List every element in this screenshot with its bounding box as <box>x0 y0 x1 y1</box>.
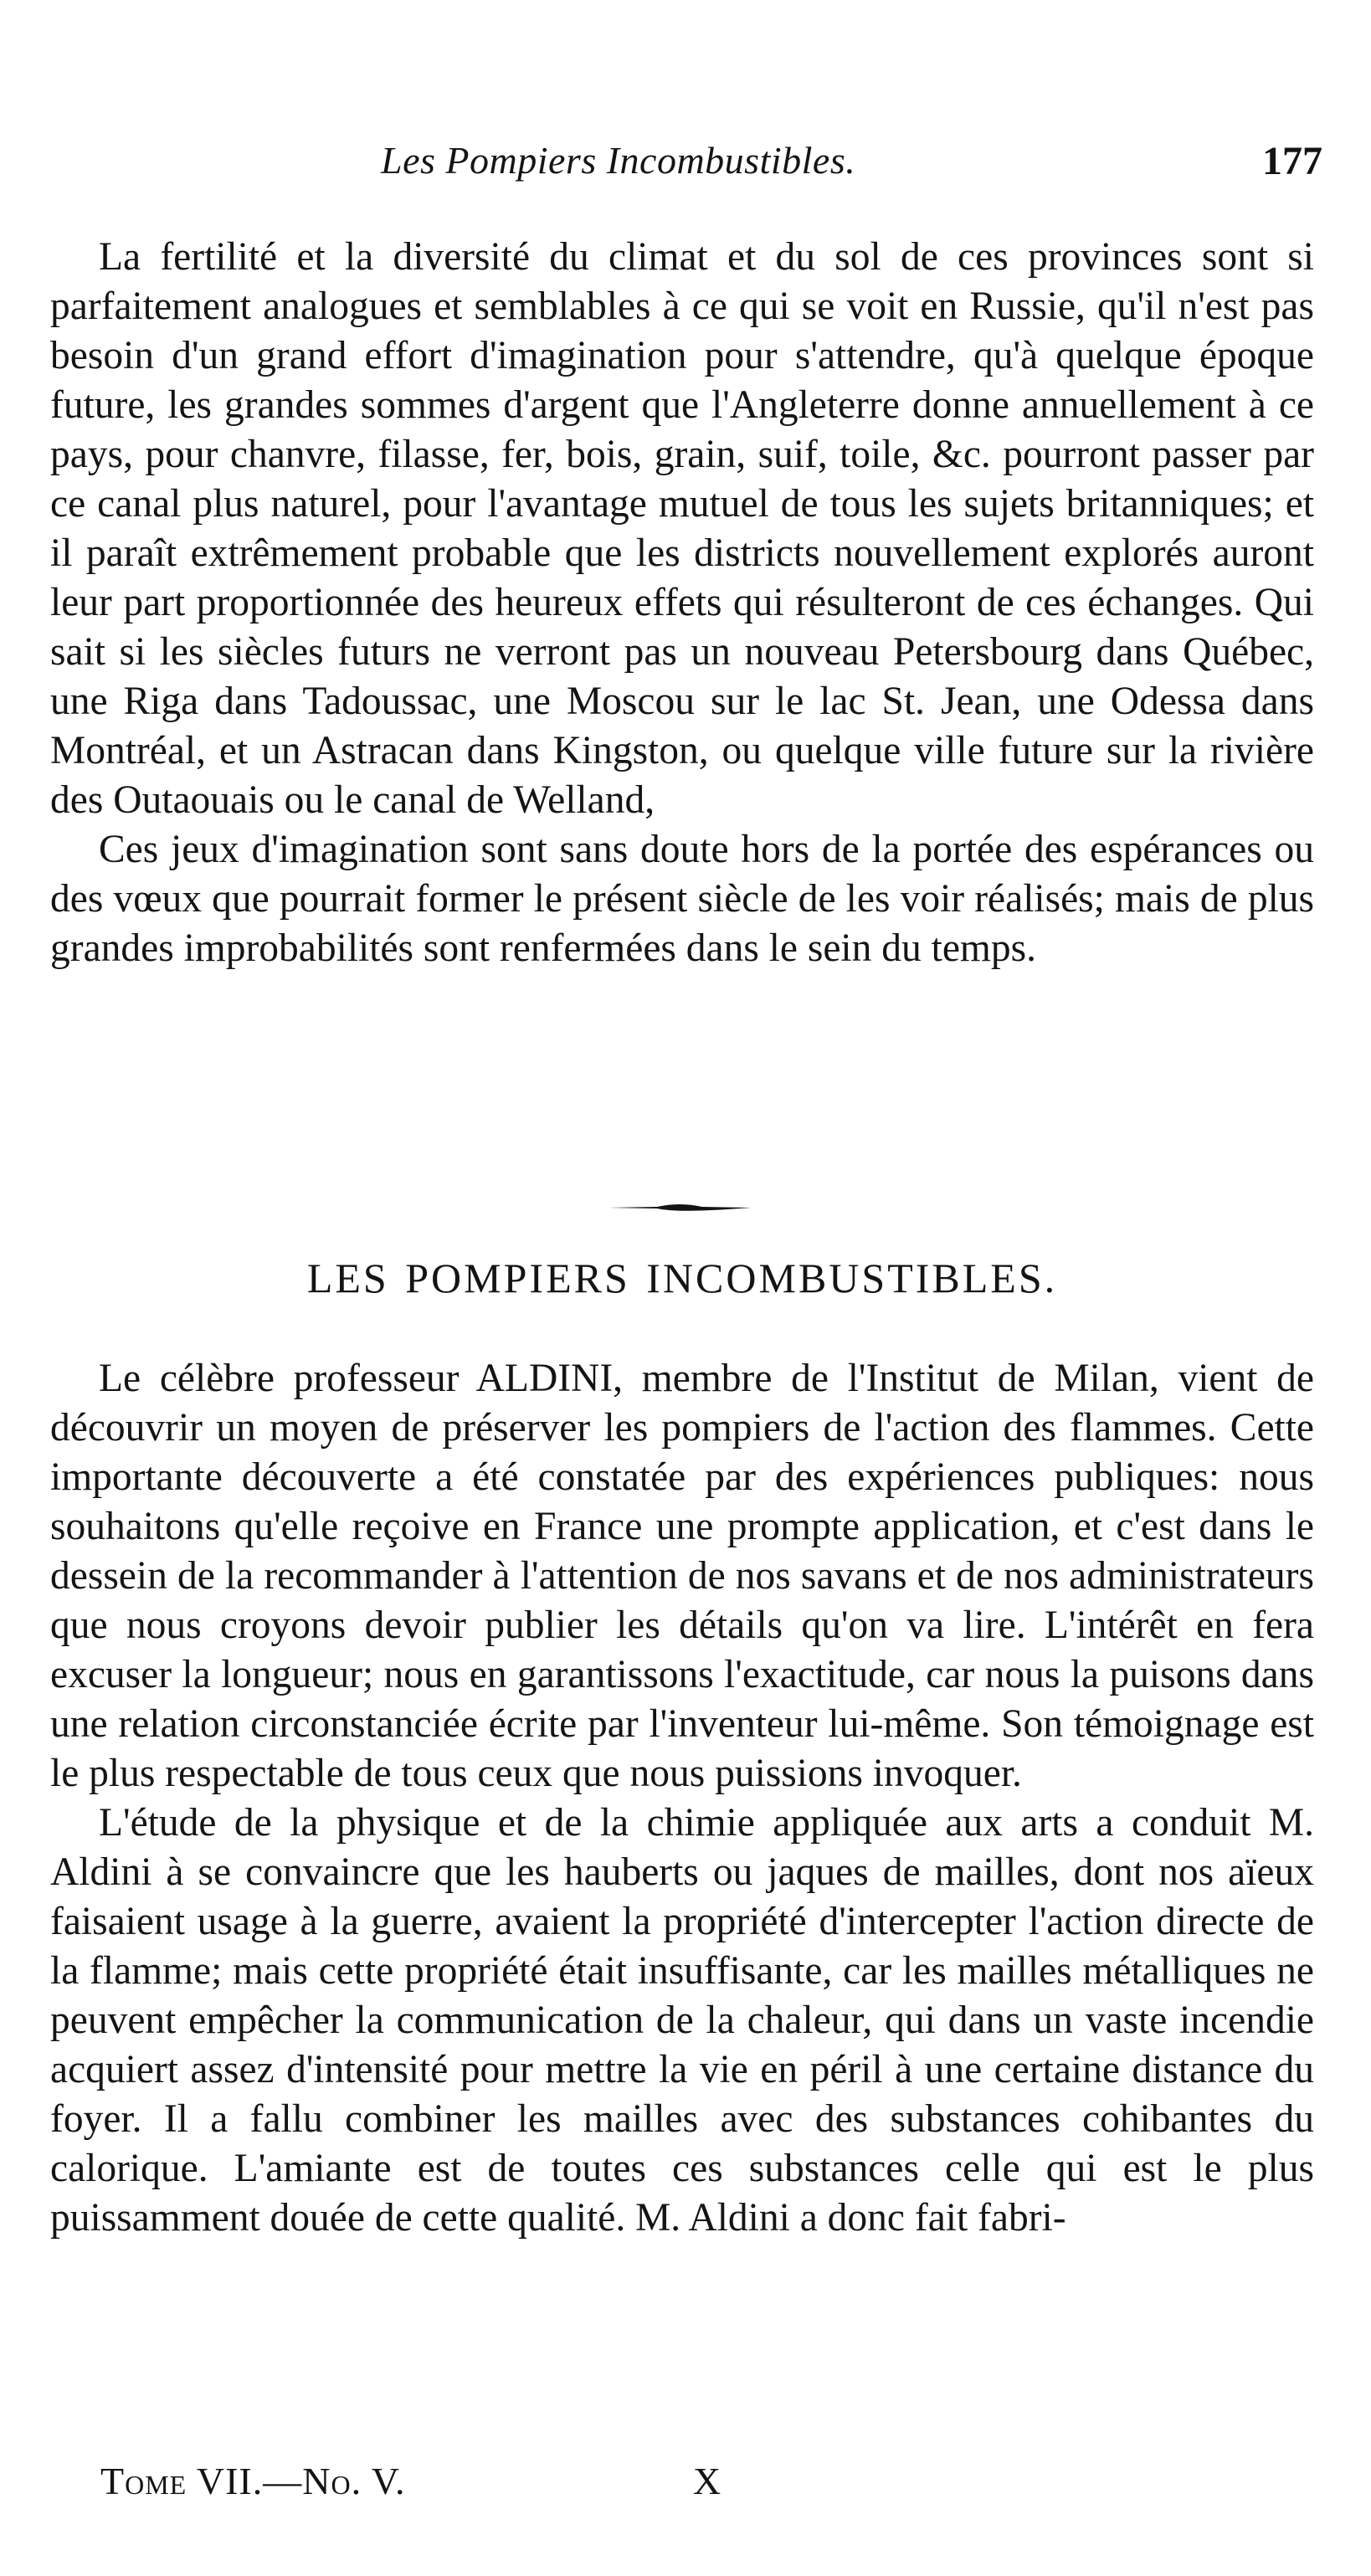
paragraph: La fertilité et la diversité du climat et du sol de ces provinces sont si parfaitement analogues et semblables à ce qui se voit en Russie, qu'il n'est pas besoin d'un grand effort d'imagination pour s'attendre, qu'à quelque époque future, les grandes sommes d'argent que l'Angleterre donne annuellement à ce pays, pour chanvre, filasse, fer, bois, grain, suif, toile, &c. pourront passer par ce canal plus naturel, pour l'avantage mutuel de tous les sujets britanniques; et il paraît extrêmement probable que les districts nouvellement explorés auront leur part proportionnée des heureux effets qui résulteront de ces échanges. Qui sait si les siècles futurs ne verront pas un nouveau Petersbourg dans Québec, une Riga dans Tadoussac, une Moscou sur le lac St. Jean, une Odessa dans Montréal, et un Astracan dans Kingston, ou quelque ville future sur la rivière des Outaouais ou le canal de Welland, <box>50 235 1314 822</box>
paragraph: L'étude de la physique et de la chimie appliquée aux arts a conduit M. Aldini à se convaincre que les hauberts ou jaques de mailles, dont nos aïeux faisaient usage à la guerre, avaient la propriété d'intercepter l'action directe de la flamme; mais cette propriété était insuffisante, car les mailles métalliques ne peuvent empêcher la communication de la chaleur, qui dans un vaste incendie acquiert assez d'intensité pour mettre la vie en péril à une certaine distance du foyer. Il a fallu combiner les mailles avec des substances cohibantes du calorique. L'amiante est de toutes ces substances celle qui est le plus puissamment douée de cette qualité. M. Aldini a donc fait fabri- <box>50 1801 1314 2240</box>
running-title: Les Pompiers Incombustibles. <box>381 139 856 182</box>
page-number: 177 <box>1262 139 1322 183</box>
article-1-body <box>50 233 1314 973</box>
paragraph: Ces jeux d'imagination sont sans doute hors de la portée des espérances ou des vœux que pourrait former le présent siècle de les voir réalisés; mais de plus grandes improbabilités sont renfermées dans le sein du temps. <box>50 828 1314 970</box>
paragraph: Le célèbre professeur ALDINI, membre de l'Institut de Milan, vient de découvrir un moyen de préserver les pompiers de l'action des flammes. Cette importante découverte a été constatée par des expériences publiques: nous souhaitons qu'elle reçoive en France une prompte application, et c'est dans le dessein de la recommander à l'attention de nos savans et de nos administrateurs que nous croyons devoir publier les détails qu'on va lire. L'intérêt en fera excuser la longueur; nous en garantissons l'exactitude, car nous la puisons dans une relation circonstanciée écrite par l'inventeur lui-même. Son témoignage est le plus respectable de tous ceux que nous puissions invoquer. <box>50 1357 1314 1795</box>
page-footer <box>50 2459 1314 2517</box>
article-2-body <box>50 1354 1314 2243</box>
section-title: LES POMPIERS INCOMBUSTIBLES. <box>306 1255 1058 1301</box>
signature-mark: X <box>693 2460 722 2502</box>
running-head <box>50 138 1322 197</box>
volume-note: Tome VII.—No. V. <box>100 2460 406 2502</box>
section-separator <box>608 1202 751 1214</box>
